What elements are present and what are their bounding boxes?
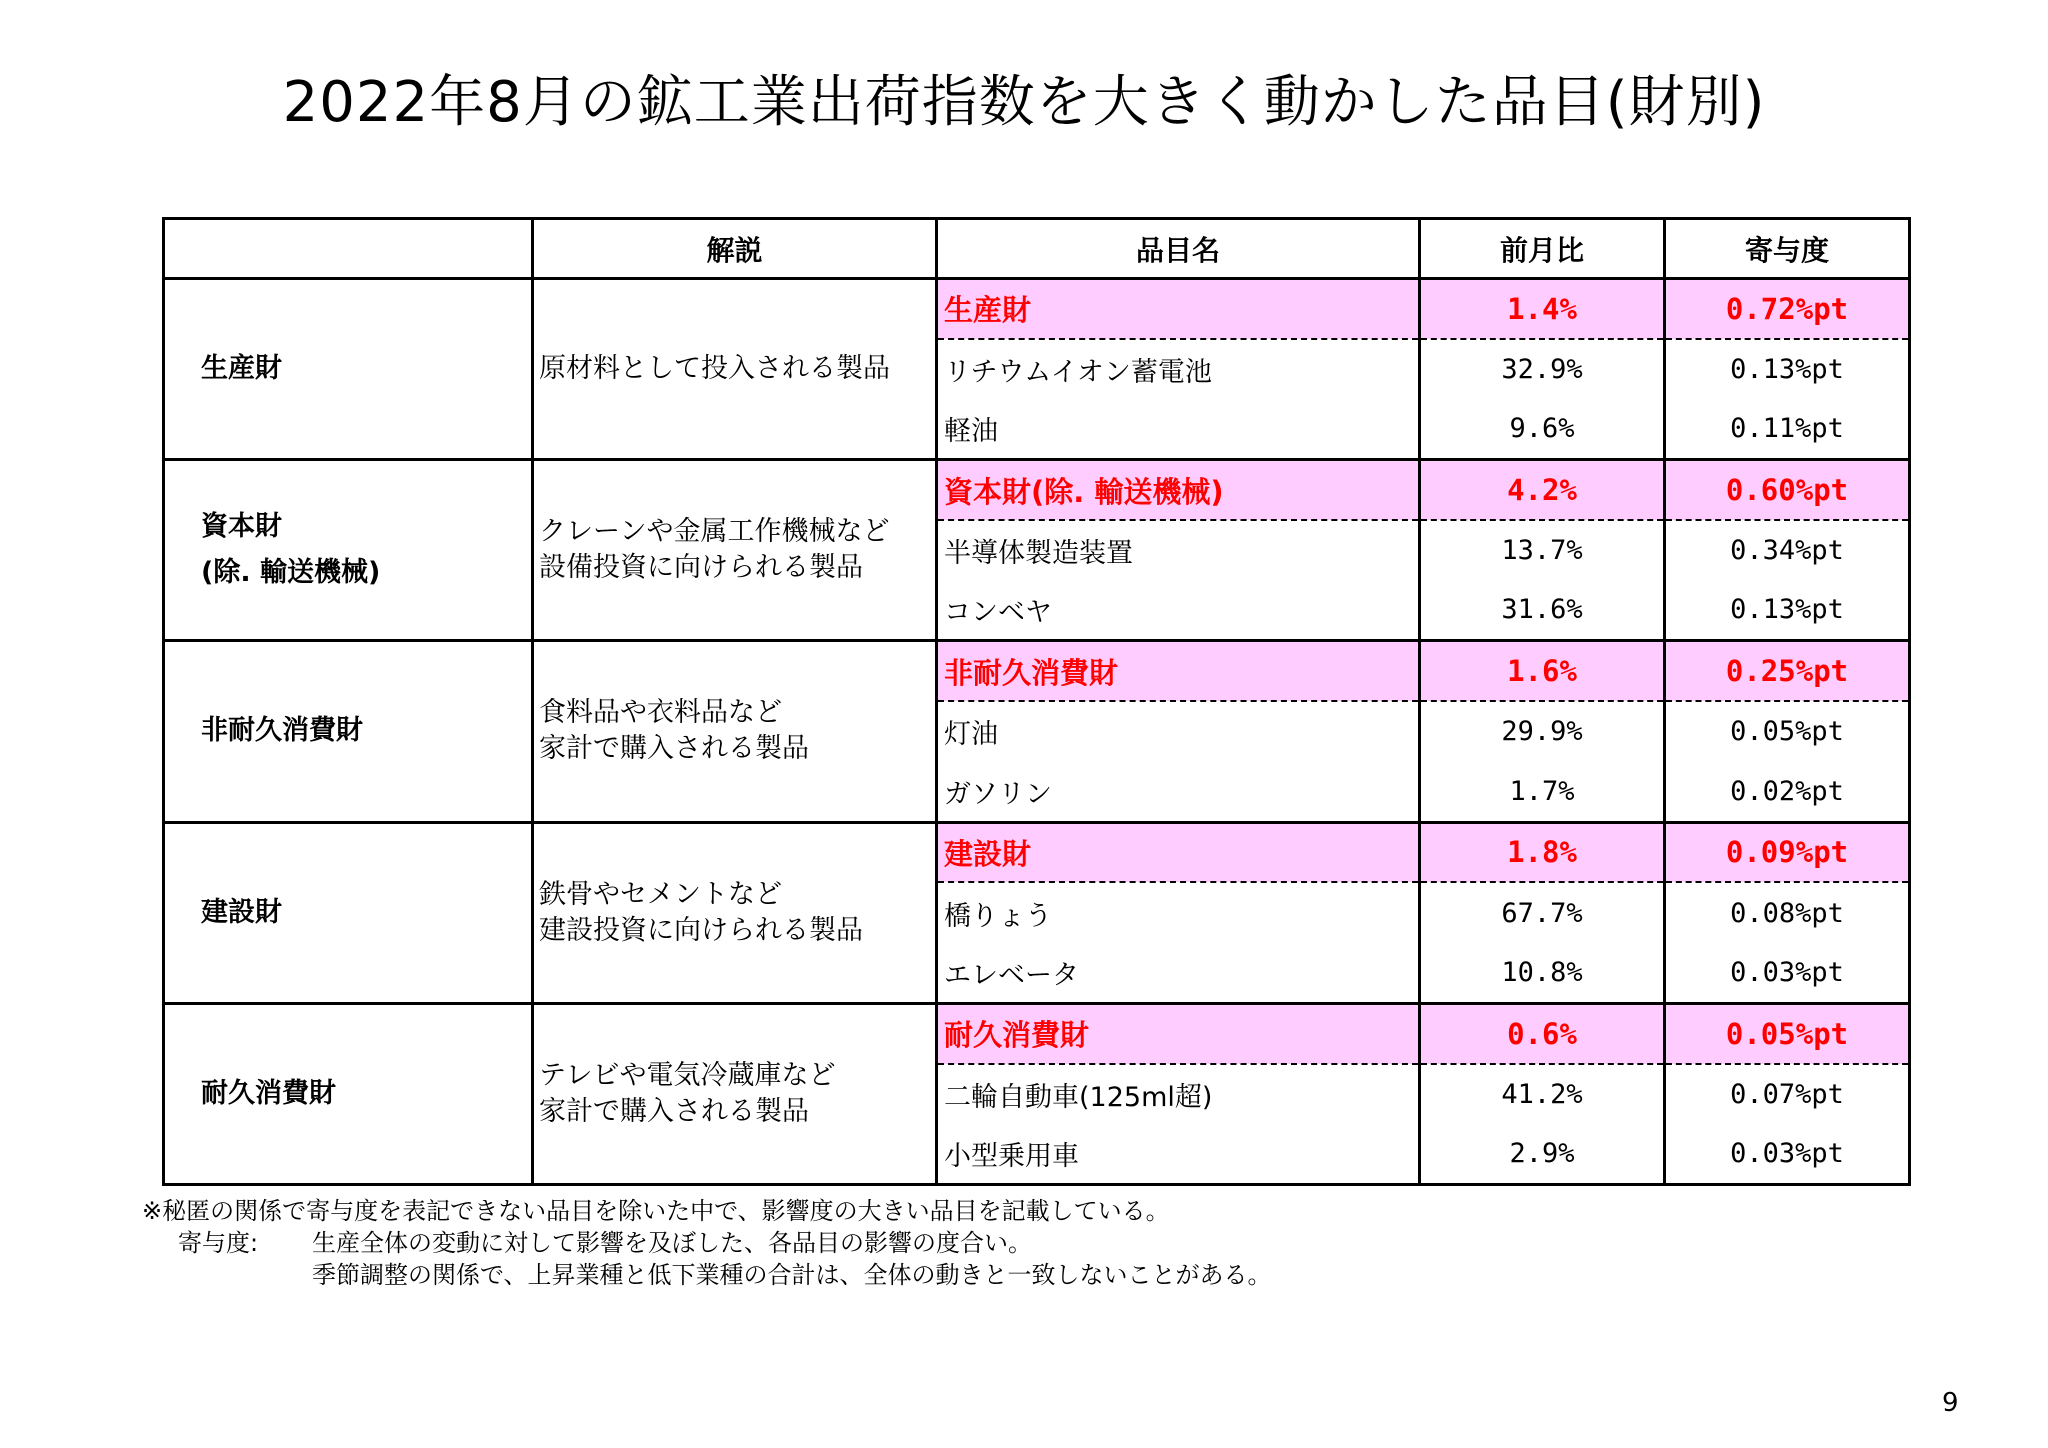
- description-cell: [533, 641, 937, 822]
- contribution-value: 0.25%pt: [1665, 641, 1910, 701]
- header-item-name: 品目名: [937, 219, 1420, 279]
- mom-value: 31.6%: [1420, 580, 1665, 640]
- footnote-line: [142, 1227, 1272, 1259]
- item-name: 小型乗用車: [937, 1124, 1420, 1184]
- mom-value: 10.8%: [1420, 943, 1665, 1003]
- item-name: 橋りょう: [937, 882, 1420, 942]
- table-header-row: [164, 219, 1910, 279]
- mom-value: 67.7%: [1420, 882, 1665, 942]
- category-sublabel: (除. 輸送機械): [201, 557, 381, 589]
- header-contribution: 寄与度: [1665, 219, 1910, 279]
- footnote-text: 生産全体の変動に対して影響を及ぼした、各品目の影響の度合い。: [312, 1229, 1032, 1257]
- category-label: 耐久消費財: [201, 1077, 336, 1109]
- mom-value: 41.2%: [1420, 1064, 1665, 1124]
- contribution-value: 0.03%pt: [1665, 943, 1910, 1003]
- table-row: [164, 460, 1910, 520]
- description-text: 原材料として投入される製品: [539, 353, 890, 385]
- item-name: 建設財: [937, 822, 1420, 882]
- mom-value: 29.9%: [1420, 701, 1665, 761]
- contribution-value: 0.08%pt: [1665, 882, 1910, 942]
- category-cell: [164, 279, 533, 460]
- description-cell: [533, 460, 937, 641]
- mom-value: 1.4%: [1420, 279, 1665, 339]
- description-text: クレーンや金属工作機械など: [539, 516, 890, 548]
- description-cell: [533, 822, 937, 1003]
- category-cell: [164, 641, 533, 822]
- contribution-value: 0.07%pt: [1665, 1064, 1910, 1124]
- item-name: 灯油: [937, 701, 1420, 761]
- header-mom-change: 前月比: [1420, 219, 1665, 279]
- page-number: 9: [1942, 1388, 1959, 1418]
- mom-value: 4.2%: [1420, 460, 1665, 520]
- contribution-value: 0.13%pt: [1665, 339, 1910, 399]
- contribution-value: 0.11%pt: [1665, 399, 1910, 459]
- item-name: ガソリン: [937, 762, 1420, 822]
- table-row: [164, 822, 1910, 882]
- item-name: 半導体製造装置: [937, 520, 1420, 580]
- mom-value: 9.6%: [1420, 399, 1665, 459]
- item-name: 二輪自動車(125ml超): [937, 1064, 1420, 1124]
- item-name: リチウムイオン蓄電池: [937, 339, 1420, 399]
- table-row: [164, 641, 1910, 701]
- mom-value: 0.6%: [1420, 1003, 1665, 1063]
- item-name: 資本財(除. 輸送機械): [937, 460, 1420, 520]
- table-row: [164, 279, 1910, 339]
- item-name: コンベヤ: [937, 580, 1420, 640]
- contribution-value: 0.09%pt: [1665, 822, 1910, 882]
- header-blank: [164, 219, 533, 279]
- category-label: 資本財: [201, 511, 282, 543]
- contribution-value: 0.34%pt: [1665, 520, 1910, 580]
- mom-value: 1.7%: [1420, 762, 1665, 822]
- description-cell: [533, 279, 937, 460]
- description-text: 鉄骨やセメントなど: [539, 878, 782, 910]
- category-cell: [164, 822, 533, 1003]
- description-text: 食料品や衣料品など: [539, 697, 782, 729]
- item-name: エレベータ: [937, 943, 1420, 1003]
- contribution-value: 0.72%pt: [1665, 279, 1910, 339]
- category-label: 生産財: [201, 353, 282, 385]
- contribution-value: 0.03%pt: [1665, 1124, 1910, 1184]
- contribution-value: 0.60%pt: [1665, 460, 1910, 520]
- item-name: 生産財: [937, 279, 1420, 339]
- header-description: 解説: [533, 219, 937, 279]
- footnote-line: 季節調整の関係で、上昇業種と低下業種の合計は、全体の動きと一致しないことがある。: [312, 1261, 1272, 1289]
- footnote-line: ※秘匿の関係で寄与度を表記できない品目を除いた中で、影響度の大きい品目を記載している。: [142, 1197, 1170, 1225]
- mom-value: 1.6%: [1420, 641, 1665, 701]
- description-text: 設備投資に向けられる製品: [539, 552, 863, 584]
- footnote-label: 寄与度:: [178, 1229, 259, 1257]
- mom-value: 13.7%: [1420, 520, 1665, 580]
- description-text: 家計で購入される製品: [539, 733, 809, 765]
- contribution-table: [162, 217, 1911, 1186]
- mom-value: 1.8%: [1420, 822, 1665, 882]
- contribution-value: 0.05%pt: [1665, 1003, 1910, 1063]
- description-cell: [533, 1003, 937, 1184]
- category-cell: [164, 1003, 533, 1184]
- contribution-value: 0.13%pt: [1665, 580, 1910, 640]
- description-text: 家計で購入される製品: [539, 1095, 809, 1127]
- item-name: 非耐久消費財: [937, 641, 1420, 701]
- item-name: 軽油: [937, 399, 1420, 459]
- description-text: 建設投資に向けられる製品: [539, 914, 863, 946]
- page-title: 2022年8月の鉱工業出荷指数を大きく動かした品目(財別): [282, 70, 1766, 135]
- mom-value: 2.9%: [1420, 1124, 1665, 1184]
- contribution-value: 0.05%pt: [1665, 701, 1910, 761]
- mom-value: 32.9%: [1420, 339, 1665, 399]
- table-row: [164, 1003, 1910, 1063]
- item-name: 耐久消費財: [937, 1003, 1420, 1063]
- category-label: 非耐久消費財: [201, 715, 363, 747]
- contribution-value: 0.02%pt: [1665, 762, 1910, 822]
- description-text: テレビや電気冷蔵庫など: [539, 1059, 836, 1091]
- category-cell: [164, 460, 533, 641]
- category-label: 建設財: [201, 896, 282, 928]
- footnotes: [142, 1195, 1272, 1291]
